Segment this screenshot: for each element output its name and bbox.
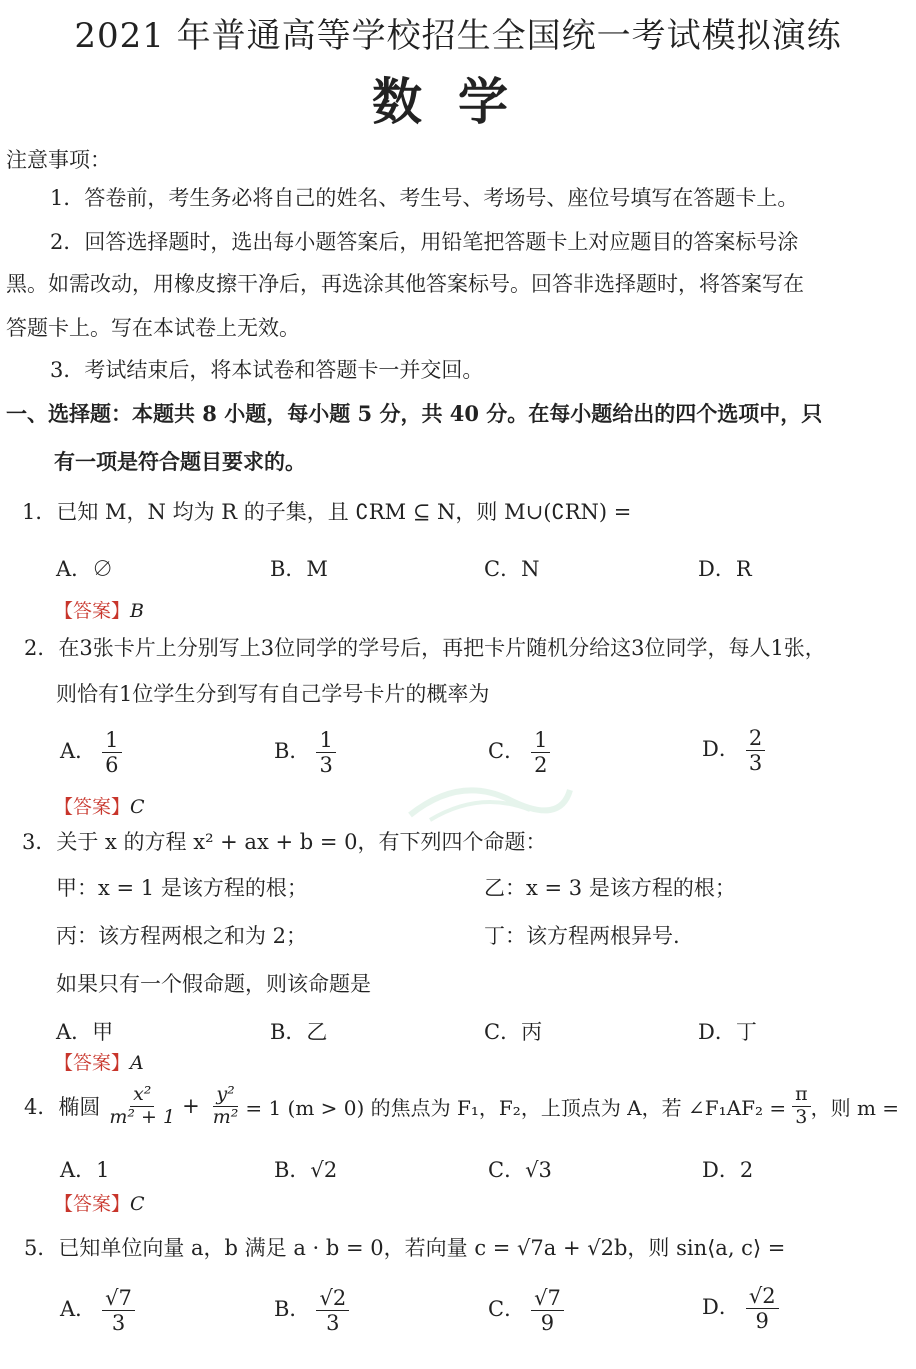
question-3-stem: 3．关于 x 的方程 x² + ax + b = 0，有下列四个命题：: [22, 830, 547, 854]
q3-answer: [54, 1048, 144, 1075]
q4-option-d: D．2: [702, 1158, 754, 1182]
q4-answer: [54, 1189, 145, 1216]
answer-value: A: [130, 1052, 144, 1074]
q4-option-a: A．1: [60, 1158, 110, 1182]
q2-answer: [54, 792, 145, 819]
option-label: D．: [702, 1295, 740, 1320]
question-1-stem: 1．已知 M，N 均为 R 的子集，且 ∁RM ⊆ N，则 M∪(∁RN) =: [22, 500, 632, 524]
denominator: 9: [755, 1309, 769, 1334]
denominator: 3: [319, 753, 333, 778]
numerator: √2: [746, 1284, 779, 1309]
q4-fraction-y: [210, 1084, 242, 1129]
numerator: π: [792, 1084, 811, 1107]
answer-label: 【答案】: [54, 1193, 131, 1215]
denominator: 3: [748, 751, 763, 776]
q5-option-b: [274, 1286, 349, 1335]
fraction: [102, 1286, 135, 1335]
q4-fraction-x: [106, 1084, 178, 1129]
q4-option-c: C．√3: [488, 1158, 552, 1182]
numerator: √7: [102, 1286, 135, 1311]
q3-proposition-jia: 甲：x = 1 是该方程的根；: [56, 876, 308, 900]
option-label: C．: [488, 739, 526, 764]
answer-value: C: [130, 796, 145, 818]
q1-option-b: B．M: [270, 557, 328, 581]
option-label: C．: [488, 1297, 526, 1322]
denominator: 3: [111, 1311, 126, 1336]
option-label: A．: [60, 1297, 97, 1322]
watermark-graphic: [400, 770, 580, 830]
option-label: D．: [702, 737, 740, 762]
q3-proposition-yi: 乙：x = 3 是该方程的根；: [484, 876, 736, 900]
fraction: [531, 1286, 564, 1335]
numerator: x²: [130, 1084, 154, 1107]
fraction: [746, 726, 765, 775]
numerator: y²: [213, 1084, 237, 1107]
numerator: 1: [316, 728, 335, 753]
denominator: 2: [534, 753, 548, 778]
q5-option-a: [60, 1286, 135, 1335]
option-label: B．: [274, 1297, 311, 1322]
numerator: 1: [531, 728, 550, 753]
q1-answer: [54, 596, 144, 623]
q2-option-b: [274, 728, 336, 777]
fraction: [102, 728, 121, 777]
q3-option-b: B．乙: [270, 1020, 328, 1044]
question-2-stem-2: 则恰有1位学生分到写有自己学号卡片的概率为: [56, 682, 490, 706]
q3-option-d: D．丁: [698, 1020, 757, 1044]
numerator: √2: [316, 1286, 349, 1311]
answer-value: C: [130, 1193, 145, 1215]
notes-line-2c: 答题卡上。写在本试卷上无效。: [6, 316, 300, 340]
q3-option-a: A．甲: [56, 1020, 114, 1044]
q4-suffix: ，则 m =: [810, 1095, 900, 1120]
question-4-stem: [24, 1084, 899, 1129]
answer-label: 【答案】: [54, 796, 131, 818]
answer-label: 【答案】: [54, 1052, 131, 1074]
q1-option-d: D．R: [698, 557, 752, 581]
option-label: B．: [274, 739, 311, 764]
notes-line-3: 3．考试结束后，将本试卷和答题卡一并交回。: [50, 358, 484, 382]
q2-option-d: [702, 726, 765, 775]
q3-proposition-ding: 丁：该方程两根异号.: [484, 924, 680, 948]
q2-option-a: [60, 728, 122, 777]
q4-fraction-pi: [792, 1084, 811, 1129]
answer-label: 【答案】: [54, 600, 131, 622]
notes-line-2a: 2．回答选择题时，选出每小题答案后，用铅笔把答题卡上对应题目的答案标号涂: [50, 230, 799, 254]
numerator: √7: [531, 1286, 564, 1311]
q1-option-c: C．N: [484, 557, 540, 581]
denominator: 3: [326, 1311, 340, 1336]
numerator: 1: [102, 728, 121, 753]
denominator: m²: [212, 1105, 239, 1128]
question-2-stem-1: 2．在3张卡片上分别写上3位同学的学号后，再把卡片随机分给这3位同学，每人1张，: [24, 636, 826, 660]
q5-option-c: [488, 1286, 564, 1335]
q3-option-c: C．丙: [484, 1020, 543, 1044]
question-3-stem-2: 如果只有一个假命题，则该命题是: [56, 972, 371, 996]
q3-proposition-bing: 丙：该方程两根之和为 2；: [56, 924, 308, 948]
notes-line-2b: 黑。如需改动，用橡皮擦干净后，再选涂其他答案标号。回答非选择题时，将答案写在: [6, 272, 804, 296]
plus-sign: +: [182, 1094, 200, 1119]
fraction: [316, 728, 335, 777]
question-5-stem: 5．已知单位向量 a，b 满足 a · b = 0，若向量 c = √7a + √2b，则 sin⟨a, c⟩ =: [24, 1236, 786, 1260]
denominator: 3: [795, 1105, 808, 1128]
fraction: [746, 1284, 779, 1333]
q5-option-d: [702, 1284, 779, 1333]
numerator: 2: [746, 726, 765, 751]
section-heading-line-1: 一、选择题：本题共 8 小题，每小题 5 分，共 40 分。在每小题给出的四个选项中，只: [6, 401, 823, 426]
section-heading-line-2: 有一项是符合题目要求的。: [54, 449, 306, 474]
denominator: 6: [105, 753, 119, 778]
option-label: A．: [60, 739, 97, 764]
q4-middle-text: = 1 (m > 0) 的焦点为 F₁，F₂，上顶点为 A，若 ∠F₁AF₂ =: [245, 1095, 787, 1120]
q4-option-b: B．√2: [274, 1158, 338, 1182]
exam-title: 2021 年普通高等学校招生全国统一考试模拟演练: [74, 16, 842, 56]
answer-value: B: [130, 600, 144, 622]
subject-title: 数学: [372, 72, 544, 131]
notes-line-1: 1．答卷前，考生务必将自己的姓名、考生号、考场号、座位号填写在答题卡上。: [50, 186, 799, 210]
denominator: 9: [540, 1311, 555, 1336]
denominator: m² + 1: [109, 1105, 176, 1128]
fraction: [316, 1286, 349, 1335]
notes-heading: 注意事项：: [6, 148, 111, 172]
q4-prefix: 4．椭圆: [24, 1095, 101, 1120]
q1-option-a: A．∅: [56, 557, 114, 581]
